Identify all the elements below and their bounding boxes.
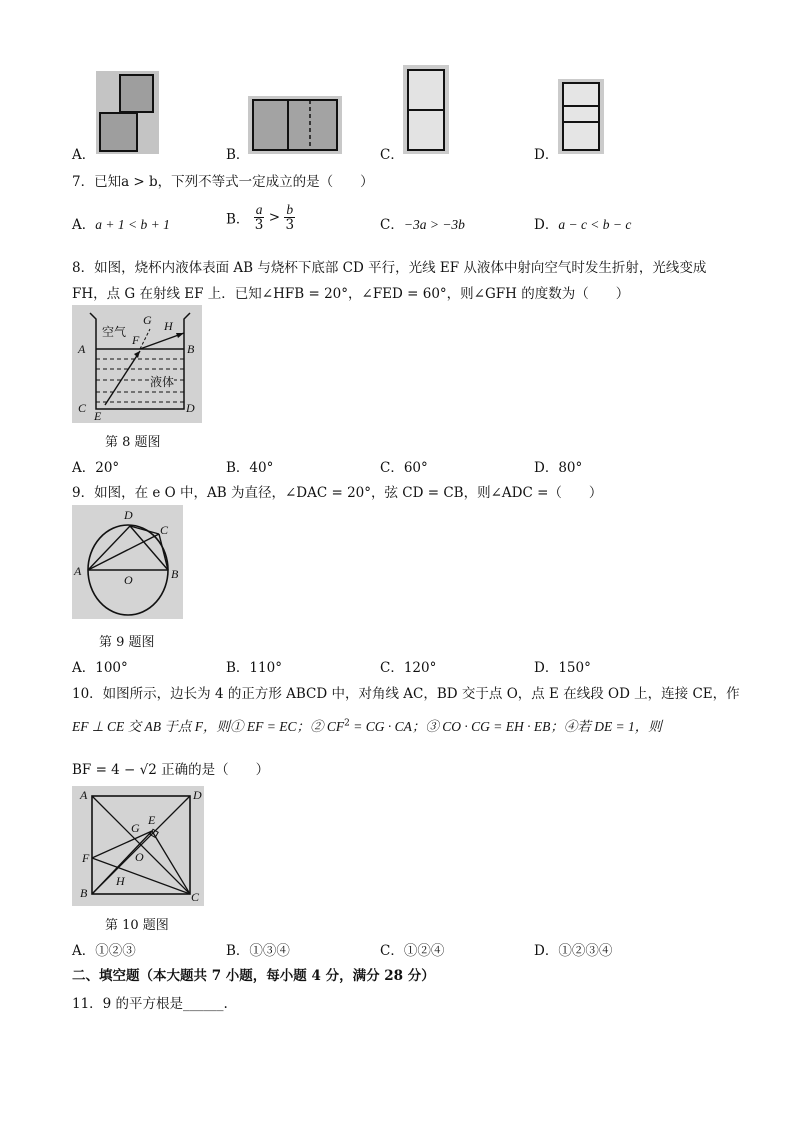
q6-option-d-letter[interactable]: D． <box>534 147 559 163</box>
q6-figure-d-drawing <box>558 79 604 154</box>
q6-figure-d <box>558 79 604 154</box>
q8-option-d[interactable] <box>534 456 582 476</box>
q8-option-a-text: 20° <box>95 460 120 476</box>
q10-option-b-text: ①③④ <box>249 943 290 959</box>
q7-option-d-text: a − c < b − c <box>558 217 632 232</box>
q8-label-h: H <box>164 319 173 333</box>
q10-option-c-letter: C． <box>380 943 404 959</box>
q8-label-f: F <box>132 333 140 347</box>
q7-option-b-denominator-a: 3 <box>254 217 264 233</box>
q8-label-c: C <box>78 401 87 415</box>
q10-option-b[interactable] <box>226 939 290 959</box>
q10-label-h: H <box>116 874 125 888</box>
q9-option-c-text: 120° <box>403 660 437 676</box>
q10-stem-line2-part1: EF ⊥ CE 交 AB 于点 F，则① EF = EC；② CF <box>72 719 345 734</box>
q8-label-air: 空气 <box>102 325 127 339</box>
q8-stem-line1: 8．如图，烧杯内液体表面 AB 与烧杯下底部 CD 平行，光线 EF 从液体中射向空气时发生折射，光线变成 <box>72 260 707 276</box>
q10-option-c-text: ①②④ <box>403 943 445 959</box>
q6-option-a-letter[interactable]: A． <box>72 147 96 163</box>
q8-option-a-letter: A． <box>72 460 96 476</box>
q6-figure-c-drawing <box>403 65 449 154</box>
q8-figure <box>72 305 202 423</box>
q8-option-a[interactable] <box>72 456 119 476</box>
q10-label-a: A <box>80 788 88 802</box>
q9-option-b[interactable] <box>226 656 282 676</box>
q10-option-a[interactable] <box>72 939 136 959</box>
q10-option-b-letter: B． <box>226 943 250 959</box>
q10-label-d: D <box>193 788 202 802</box>
q8-label-a: A <box>78 342 86 356</box>
q9-option-c[interactable] <box>380 656 436 676</box>
q9-option-a-text: 100° <box>95 660 128 676</box>
section-2-heading: 二、填空题（本大题共 7 小题，每小题 4 分，满分 28 分） <box>72 968 435 984</box>
q7-option-c[interactable] <box>380 213 465 233</box>
q10-stem-line2-part2: = CG · CA；③ CO · CG = EH · EB；④若 DE = 1，则 <box>349 719 662 734</box>
q10-figure <box>72 786 204 906</box>
q6-figure-a-drawing <box>96 71 159 154</box>
q7-option-b-fraction-a <box>254 203 265 232</box>
q9-figure <box>72 505 183 619</box>
q8-option-d-text: 80° <box>558 460 583 476</box>
q10-label-f: F <box>82 851 90 865</box>
q9-label-b: B <box>171 567 179 581</box>
q11-stem: 11．9 的平方根是______. <box>72 996 228 1012</box>
q10-stem-line2-exponent: 2 <box>344 718 350 729</box>
q8-option-d-letter: D． <box>534 460 559 476</box>
q8-option-b[interactable] <box>226 456 273 476</box>
q9-label-o: O <box>124 573 133 587</box>
q6-figure-b-drawing <box>248 96 342 154</box>
q9-option-b-letter: B． <box>226 660 250 676</box>
q9-option-a-letter: A． <box>72 660 96 676</box>
q8-option-c-letter: C． <box>380 460 404 476</box>
q10-option-c[interactable] <box>380 939 444 959</box>
q10-figure-caption: 第 10 题图 <box>105 918 169 933</box>
q7-option-b-gt-sign: > <box>268 209 281 226</box>
q7-option-b[interactable] <box>226 203 295 232</box>
q8-label-g: G <box>143 313 152 327</box>
q8-label-e: E <box>94 409 102 423</box>
q10-option-d-text: ①②③④ <box>558 943 613 959</box>
q8-option-b-letter: B． <box>226 460 250 476</box>
q10-label-g: G <box>131 821 140 835</box>
q7-option-c-letter: C． <box>380 217 404 233</box>
q7-option-a[interactable] <box>72 213 170 233</box>
q8-stem-line2: FH，点 G 在射线 EF 上．已知∠HFB = 20°，∠FED = 60°，则∠GFH 的度数为（ ） <box>72 286 630 302</box>
q8-figure-caption: 第 8 题图 <box>105 435 161 450</box>
q10-stem-line3: BF = 4 − √2 正确的是（ ） <box>72 762 270 778</box>
q7-option-d-letter: D． <box>534 217 559 233</box>
q7-option-c-text: −3a > −3b <box>403 217 465 232</box>
q6-option-c-letter[interactable]: C． <box>380 147 404 163</box>
q6-option-b-letter[interactable]: B． <box>226 147 250 163</box>
q8-label-d: D <box>186 401 195 415</box>
q7-option-d[interactable] <box>534 213 631 233</box>
q7-option-b-denominator-b: 3 <box>285 217 295 233</box>
q9-option-a[interactable] <box>72 656 128 676</box>
q10-label-b: B <box>80 886 88 900</box>
q8-option-c[interactable] <box>380 456 428 476</box>
q7-option-a-letter: A． <box>72 217 96 233</box>
q9-option-d[interactable] <box>534 656 591 676</box>
q10-option-d-letter: D． <box>534 943 559 959</box>
q9-label-d: D <box>124 508 133 522</box>
q9-option-c-letter: C． <box>380 660 404 676</box>
q8-label-b: B <box>187 342 195 356</box>
q7-option-b-letter: B． <box>226 211 250 228</box>
q6-figure-c <box>403 65 449 154</box>
q9-label-c: C <box>160 523 169 537</box>
q7-option-b-fraction-b <box>284 203 295 232</box>
q10-stem-line1: 10．如图所示，边长为 4 的正方形 ABCD 中，对角线 AC，BD 交于点 O，点 E 在线段 OD 上，连接 CE，作 <box>72 686 740 702</box>
q7-option-b-numerator-a: a <box>255 202 263 217</box>
q10-label-c: C <box>191 890 200 904</box>
q7-option-b-numerator-b: b <box>286 202 294 217</box>
q9-option-d-text: 150° <box>558 660 591 676</box>
q8-option-b-text: 40° <box>249 460 274 476</box>
q8-figure-drawing <box>72 305 202 423</box>
q7-stem: 7．已知a > b，下列不等式一定成立的是（ ） <box>72 174 374 190</box>
q9-label-a: A <box>74 564 82 578</box>
q6-figure-b <box>248 96 342 154</box>
q10-figure-drawing <box>72 786 204 906</box>
q8-option-c-text: 60° <box>403 460 428 476</box>
q10-label-e: E <box>148 813 156 827</box>
q10-label-o: O <box>135 850 144 864</box>
q9-stem: 9．如图，在 e O 中，AB 为直径，∠DAC = 20°，弦 CD = CB，则∠ADC =（ ） <box>72 485 603 501</box>
q7-option-a-text: a + 1 < b + 1 <box>95 217 170 232</box>
q9-figure-caption: 第 9 题图 <box>99 635 155 650</box>
q9-option-d-letter: D． <box>534 660 559 676</box>
q10-option-a-text: ①②③ <box>95 943 136 959</box>
q10-stem-line2 <box>72 715 662 735</box>
q9-option-b-text: 110° <box>249 660 282 676</box>
q8-label-liquid: 液体 <box>150 375 175 389</box>
q10-option-d[interactable] <box>534 939 612 959</box>
q6-figure-a <box>96 71 159 154</box>
q10-option-a-letter: A． <box>72 943 96 959</box>
